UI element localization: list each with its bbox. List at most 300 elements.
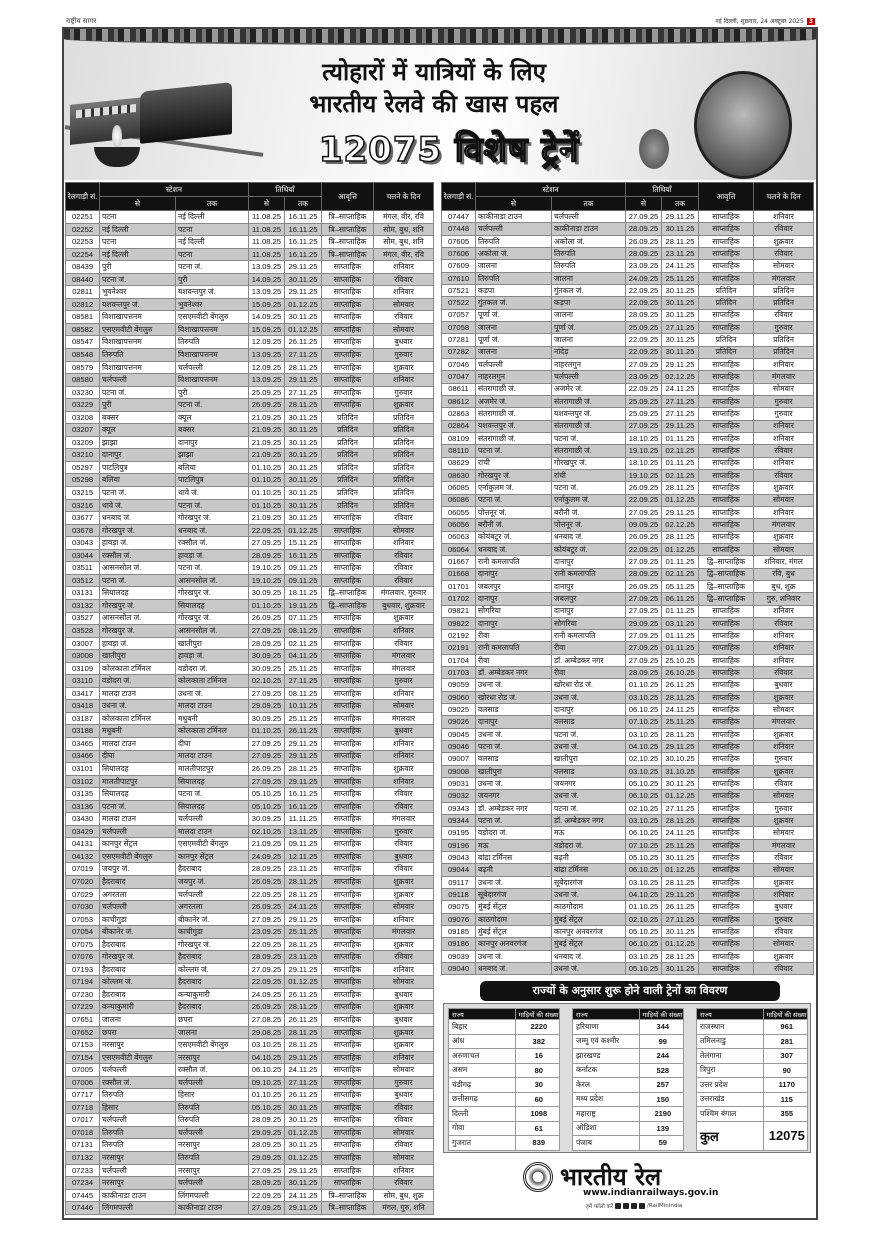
table-row	[442, 469, 814, 481]
table-row	[66, 537, 434, 550]
cell-start-date: 14.09.25	[249, 273, 285, 286]
cell-days: शुक्रवार	[374, 763, 434, 776]
cell-to-station: पटना जं.	[552, 802, 626, 814]
cell-days: शनिवार	[374, 625, 434, 638]
cell-days: गुरुवार	[374, 386, 434, 399]
header-days: चलने के दिन	[754, 183, 814, 211]
table-row	[442, 938, 814, 950]
cell-end-date: 24.11.25	[662, 260, 699, 272]
cell-start-date: 04.10.25	[626, 889, 662, 901]
cell-from-station: वलसाड	[476, 704, 552, 716]
cell-from-station: तिरुपति	[100, 1126, 176, 1139]
cell-days: शनिवार	[374, 750, 434, 763]
instagram-icon[interactable]	[639, 1203, 645, 1209]
header-station: स्टेशन	[476, 183, 626, 197]
cell-train-no: 09040	[442, 963, 476, 975]
cell-days: सोमवार	[754, 494, 814, 506]
cell-end-date: 23.11.25	[285, 863, 322, 876]
cell-train-no: 06063	[442, 531, 476, 543]
cell-to-station: धनबाद जं.	[176, 524, 249, 537]
train-count: 115	[763, 1092, 807, 1107]
cell-frequency: साप्ताहिक	[699, 543, 754, 555]
cell-frequency: साप्ताहिक	[322, 1114, 374, 1127]
cell-days: शनिवार	[374, 537, 434, 550]
state-row	[449, 1020, 560, 1035]
cell-train-no: 02253	[66, 236, 100, 249]
cell-frequency: साप्ताहिक	[322, 1001, 374, 1014]
state-row	[449, 1078, 560, 1093]
cell-from-station: बक्सर	[100, 411, 176, 424]
cell-end-date: 12.11.25	[285, 850, 322, 863]
cell-frequency: साप्ताहिक	[699, 371, 754, 383]
table-row	[442, 556, 814, 568]
cell-end-date: 30.11.25	[662, 926, 699, 938]
cell-days: प्रतिदिन	[754, 297, 814, 309]
table-row	[66, 838, 434, 851]
cell-from-station: दीघा	[100, 750, 176, 763]
cell-train-no: 06055	[442, 506, 476, 518]
table-row	[66, 687, 434, 700]
cell-days: प्रतिदिन	[374, 474, 434, 487]
cell-end-date: 30.11.25	[662, 852, 699, 864]
table-row	[442, 531, 814, 543]
cell-to-station: चर्लपल्ली	[176, 1076, 249, 1089]
cell-start-date: 03.10.25	[626, 950, 662, 962]
cell-frequency: साप्ताहिक	[699, 223, 754, 235]
train-count: 961	[763, 1020, 807, 1035]
train-count: 60	[515, 1092, 559, 1107]
cell-end-date: 09.11.25	[285, 574, 322, 587]
cell-start-date: 23.09.25	[249, 926, 285, 939]
cell-end-date: 25.11.25	[662, 839, 699, 851]
cell-days: सोमवार	[374, 976, 434, 989]
cell-start-date: 27.09.25	[626, 605, 662, 617]
cell-days: गुरुवार	[374, 349, 434, 362]
right-table-body	[442, 211, 814, 975]
cell-start-date: 07.10.25	[626, 839, 662, 851]
table-row	[66, 361, 434, 374]
cell-frequency: साप्ताहिक	[699, 260, 754, 272]
cell-end-date: 01.11.25	[662, 432, 699, 444]
cell-to-station: काचीगुडा	[176, 926, 249, 939]
cell-frequency: साप्ताहिक	[322, 913, 374, 926]
flame-icon	[112, 125, 122, 147]
cell-start-date: 27.09.25	[626, 556, 662, 568]
cell-end-date: 28.11.25	[285, 938, 322, 951]
cell-days: गुरुवार	[754, 395, 814, 407]
cell-to-station: पटना	[176, 223, 249, 236]
cell-to-station: खातीपुरा	[176, 637, 249, 650]
state-name: अरुणाचल	[449, 1049, 516, 1064]
cell-to-station: कन्याकुमारी	[176, 988, 249, 1001]
cell-train-no: 07282	[442, 346, 476, 358]
cell-from-station: अजमेर जं.	[476, 395, 552, 407]
cell-end-date: 29.11.25	[285, 775, 322, 788]
cell-frequency: साप्ताहिक	[322, 574, 374, 587]
cell-train-no: 09025	[442, 704, 476, 716]
cell-to-station: सूबेदारगंज	[552, 876, 626, 888]
header-train-no: रेलगाड़ी सं.	[66, 183, 100, 211]
cell-from-station: जयनगर	[476, 790, 552, 802]
table-row	[442, 321, 814, 333]
cell-frequency: साप्ताहिक	[322, 712, 374, 725]
total-count: 12075	[763, 1121, 807, 1150]
cell-end-date: 29.11.25	[285, 750, 322, 763]
page-number: 3	[808, 17, 813, 25]
cell-end-date: 28.11.25	[285, 361, 322, 374]
cell-train-no: 09196	[442, 839, 476, 851]
cell-days: मंगलवार, गुरुवार	[374, 587, 434, 600]
cell-train-no: 09007	[442, 753, 476, 765]
cell-from-station: तिरुपति	[476, 272, 552, 284]
table-row	[442, 889, 814, 901]
table-row	[66, 311, 434, 324]
train-count: 1098	[515, 1107, 559, 1122]
cell-start-date: 22.09.25	[626, 494, 662, 506]
cell-from-station: उधना जं.	[476, 778, 552, 790]
cell-end-date: 01.12.25	[662, 494, 699, 506]
cell-days: प्रतिदिन	[374, 424, 434, 437]
cell-days: प्रतिदिन	[754, 284, 814, 296]
table-row	[66, 813, 434, 826]
cell-to-station: चर्लपल्ली	[176, 1126, 249, 1139]
cell-days: शनिवार	[754, 457, 814, 469]
cell-end-date: 30.11.25	[285, 311, 322, 324]
cell-end-date: 23.11.25	[662, 247, 699, 259]
cell-frequency: साप्ताहिक	[322, 637, 374, 650]
cell-to-station: गोरखपुर जं.	[176, 612, 249, 625]
train-icon	[70, 87, 230, 147]
table-row	[442, 617, 814, 629]
cell-frequency: साप्ताहिक	[322, 537, 374, 550]
x-icon[interactable]	[623, 1203, 629, 1209]
cell-days: रविवार	[374, 951, 434, 964]
cell-train-no: 03101	[66, 763, 100, 776]
cell-days: प्रतिदिन	[754, 346, 814, 358]
cell-end-date: 29.11.25	[285, 737, 322, 750]
state-name: तमिलनाडु	[697, 1034, 764, 1049]
header-station-to: तक	[176, 197, 249, 211]
cell-frequency: साप्ताहिक	[699, 469, 754, 481]
cell-start-date: 28.09.25	[626, 309, 662, 321]
table-row	[442, 272, 814, 284]
cell-frequency: साप्ताहिक	[322, 725, 374, 738]
cell-train-no: 03136	[66, 800, 100, 813]
cell-end-date: 28.11.25	[285, 399, 322, 412]
cell-to-station: हैदराबाद	[176, 1001, 249, 1014]
table-row	[66, 662, 434, 675]
table-row	[442, 901, 814, 913]
cell-frequency: साप्ताहिक	[322, 650, 374, 663]
cell-from-station: पटना जं.	[476, 815, 552, 827]
table-row	[66, 763, 434, 776]
cell-days: सोमवार	[754, 790, 814, 802]
cell-days: रविवार	[754, 309, 814, 321]
table-row	[442, 728, 814, 740]
state-row	[573, 1107, 684, 1122]
table-row	[66, 524, 434, 537]
cell-from-station: यशवन्तपुर जं.	[476, 420, 552, 432]
cell-frequency: साप्ताहिक	[699, 531, 754, 543]
state-name: उत्तर प्रदेश	[697, 1078, 764, 1093]
cell-start-date: 01.10.25	[249, 474, 285, 487]
state-name: बिहार	[449, 1020, 516, 1035]
cell-to-station: आसनसोल जं.	[176, 625, 249, 638]
cell-end-date: 30.11.25	[285, 1101, 322, 1114]
col-count: गाड़ियों की संख्या	[763, 1009, 807, 1020]
table-row	[442, 543, 814, 555]
state-name: ओडिशा	[573, 1121, 640, 1136]
cell-train-no: 08440	[66, 273, 100, 286]
cell-frequency: साप्ताहिक	[699, 963, 754, 975]
table-row	[442, 395, 814, 407]
cell-to-station: उधना जं.	[552, 691, 626, 703]
cell-days: रविवार	[754, 223, 814, 235]
cell-train-no: 01667	[442, 556, 476, 568]
table-row	[66, 474, 434, 487]
cell-from-station: तिरुपति	[100, 349, 176, 362]
cell-from-station: एर्नाकुलम जं.	[476, 482, 552, 494]
cell-end-date: 27.11.25	[662, 408, 699, 420]
cell-days: मंगलवार	[374, 662, 434, 675]
cell-train-no: 08629	[442, 457, 476, 469]
cell-from-station: पोत्तनूर जं.	[476, 506, 552, 518]
cell-start-date: 21.09.25	[249, 411, 285, 424]
cell-start-date: 13.09.25	[249, 349, 285, 362]
cell-end-date: 28.11.25	[285, 1039, 322, 1052]
cell-to-station: नांदेड़	[552, 346, 626, 358]
cell-end-date: 08.11.25	[285, 687, 322, 700]
table-row	[66, 1139, 434, 1152]
cell-to-station: नरसापुर	[176, 1164, 249, 1177]
table-row	[442, 605, 814, 617]
cell-to-station: दीघा	[176, 737, 249, 750]
cell-train-no: 09060	[442, 691, 476, 703]
cell-from-station: धनबाद जं.	[476, 543, 552, 555]
cell-frequency: साप्ताहिक	[322, 349, 374, 362]
table-row	[66, 951, 434, 964]
cell-to-station: वडोदरा जं.	[176, 662, 249, 675]
header-dates: तिथियाँ	[249, 183, 322, 197]
table-row	[66, 261, 434, 274]
cell-end-date: 28.11.25	[285, 763, 322, 776]
cell-train-no: 03678	[66, 524, 100, 537]
cell-start-date: 25.09.25	[249, 386, 285, 399]
cell-days: शुक्रवार	[754, 531, 814, 543]
cell-to-station: बरौनी जं.	[552, 506, 626, 518]
state-row	[697, 1049, 808, 1064]
cell-train-no: 08547	[66, 336, 100, 349]
train-count: 344	[639, 1020, 683, 1035]
cell-end-date: 30.11.25	[285, 1139, 322, 1152]
cell-days: मंगलवार	[374, 926, 434, 939]
cell-end-date: 28.11.25	[662, 950, 699, 962]
cell-to-station: सियालदह	[176, 599, 249, 612]
youtube-icon[interactable]	[631, 1203, 637, 1209]
state-name: जम्मू एवं कश्मीर	[573, 1034, 640, 1049]
facebook-icon[interactable]	[615, 1203, 621, 1209]
cell-end-date: 25.11.25	[285, 662, 322, 675]
cell-end-date: 25.11.25	[662, 716, 699, 728]
cell-from-station: कन्याकुमारी	[100, 1001, 176, 1014]
table-row	[66, 775, 434, 788]
headline-line-1: त्योहारों में यात्रियों के लिए	[322, 58, 546, 86]
cell-end-date: 27.11.25	[285, 349, 322, 362]
cell-start-date: 13.09.25	[249, 286, 285, 299]
cell-train-no: 07153	[66, 1039, 100, 1052]
cell-to-station: चर्लपल्ली	[552, 211, 626, 223]
cell-days: मंगलवार	[754, 519, 814, 531]
table-row	[66, 549, 434, 562]
cell-frequency: साप्ताहिक	[322, 524, 374, 537]
cell-start-date: 21.09.25	[249, 436, 285, 449]
cell-train-no: 03135	[66, 788, 100, 801]
cell-frequency: साप्ताहिक	[322, 562, 374, 575]
cell-start-date: 06.10.25	[626, 827, 662, 839]
cell-from-station: गोरखपुर जं.	[100, 524, 176, 537]
cell-to-station: हावड़ा जं.	[176, 549, 249, 562]
cell-start-date: 28.09.25	[249, 549, 285, 562]
cell-train-no: 09186	[442, 938, 476, 950]
cell-days: रविवार	[374, 838, 434, 851]
cell-frequency: साप्ताहिक	[322, 374, 374, 387]
cell-train-no: 04131	[66, 838, 100, 851]
cell-days: बुधवार, शुक्रवार	[374, 599, 434, 612]
cell-days: शनिवार	[374, 737, 434, 750]
table-row	[66, 650, 434, 663]
cell-to-station: सियालदह	[176, 775, 249, 788]
headline-line-2: भारतीय रेलवे की खास पहल	[309, 90, 559, 118]
cell-days: प्रतिदिन	[374, 411, 434, 424]
table-row	[442, 211, 814, 223]
cell-frequency: साप्ताहिक	[699, 235, 754, 247]
cell-to-station: गुंतकल जं.	[552, 284, 626, 296]
cell-train-no: 07046	[442, 358, 476, 370]
cell-from-station: कड़पा	[476, 284, 552, 296]
cell-train-no: 07605	[442, 235, 476, 247]
cell-train-no: 07610	[442, 272, 476, 284]
cell-from-station: काकीनाडा टाउन	[476, 211, 552, 223]
header-train-no: रेलगाड़ी सं.	[442, 183, 476, 211]
cell-frequency: साप्ताहिक	[699, 926, 754, 938]
cell-days: बुधवार	[374, 725, 434, 738]
table-row	[442, 346, 814, 358]
cell-end-date: 30.11.25	[285, 436, 322, 449]
cell-end-date: 30.10.25	[662, 753, 699, 765]
cell-end-date: 30.11.25	[285, 512, 322, 525]
cell-end-date: 29.11.25	[662, 889, 699, 901]
cell-days: बुधवार	[374, 988, 434, 1001]
cell-train-no: 07019	[66, 863, 100, 876]
cell-end-date: 08.11.25	[285, 625, 322, 638]
cell-from-station: एसएमवीटी बेंगलुरु	[100, 323, 176, 336]
cell-from-station: कोलकाता टर्मिनल	[100, 662, 176, 675]
cell-end-date: 26.11.25	[662, 679, 699, 691]
cell-train-no: 02251	[66, 211, 100, 224]
cell-train-no: 03131	[66, 587, 100, 600]
cell-from-station: थावे जं.	[100, 499, 176, 512]
state-name: त्रिपुरा	[697, 1063, 764, 1078]
cell-frequency: साप्ताहिक	[322, 813, 374, 826]
cell-start-date: 30.09.25	[249, 813, 285, 826]
train-count: 80	[515, 1063, 559, 1078]
cell-frequency: साप्ताहिक	[699, 839, 754, 851]
table-row	[66, 286, 434, 299]
cell-end-date: 30.11.25	[662, 297, 699, 309]
cell-to-station: रक्सौल जं.	[176, 537, 249, 550]
table-row	[66, 399, 434, 412]
cell-from-station: संतरागाछी जं.	[476, 432, 552, 444]
cell-frequency: साप्ताहिक	[322, 737, 374, 750]
cell-end-date: 27.11.25	[662, 913, 699, 925]
state-row	[697, 1034, 808, 1049]
cell-days: बुधवार	[374, 336, 434, 349]
website-link[interactable]: www.indianrailways.gov.in	[583, 1188, 719, 1198]
cell-from-station: नई दिल्ली	[100, 248, 176, 261]
cell-frequency: साप्ताहिक	[322, 976, 374, 989]
cell-to-station: वलसाड	[552, 765, 626, 777]
cell-frequency: द्वि–साप्ताहिक	[699, 580, 754, 592]
cell-end-date: 28.11.25	[285, 1026, 322, 1039]
cell-from-station: झाझा	[100, 436, 176, 449]
cell-to-station: थावे जं.	[176, 487, 249, 500]
cell-from-station: मधुबनी	[100, 725, 176, 738]
cell-to-station: छपरा	[176, 1014, 249, 1027]
cell-from-station: हैदराबाद	[100, 988, 176, 1001]
cell-start-date: 27.09.25	[626, 420, 662, 432]
social-handle: /RailMinIndia	[647, 1203, 683, 1209]
cell-to-station: उधना जं.	[552, 741, 626, 753]
table-row	[66, 850, 434, 863]
cell-days: गुरुवार	[754, 408, 814, 420]
cell-frequency: साप्ताहिक	[322, 1164, 374, 1177]
table-row	[66, 625, 434, 638]
cell-days: सोमवार	[754, 864, 814, 876]
cell-from-station: मुंबई सेंट्रल	[476, 901, 552, 913]
cell-end-date: 07.11.25	[285, 612, 322, 625]
cell-frequency: साप्ताहिक	[322, 399, 374, 412]
cell-frequency: साप्ताहिक	[322, 311, 374, 324]
state-row	[697, 1092, 808, 1107]
cell-to-station: बक्सर	[176, 424, 249, 437]
cell-start-date: 27.09.25	[249, 537, 285, 550]
cell-days: शुक्रवार	[754, 235, 814, 247]
cell-start-date: 02.10.25	[249, 825, 285, 838]
cell-start-date: 30.09.25	[249, 587, 285, 600]
cell-from-station: कानपुर अनवरगंज	[476, 938, 552, 950]
cell-end-date: 02.11.25	[285, 637, 322, 650]
cell-days: रविवार	[754, 247, 814, 259]
cell-frequency: साप्ताहिक	[322, 700, 374, 713]
cell-from-station: वडोदरा जं.	[100, 675, 176, 688]
cell-from-station: सियालदह	[100, 587, 176, 600]
cell-end-date: 01.12.25	[285, 1126, 322, 1139]
cell-days: शुक्रवार	[374, 938, 434, 951]
cell-to-station: वडोदरा जं.	[552, 839, 626, 851]
cell-frequency: साप्ताहिक	[322, 788, 374, 801]
cell-start-date: 06.10.25	[626, 938, 662, 950]
cell-to-station: कड़पा	[552, 297, 626, 309]
cell-days: शुक्रवार	[754, 815, 814, 827]
cell-from-station: चर्लपल्ली	[476, 358, 552, 370]
table-row	[442, 358, 814, 370]
banner	[64, 29, 816, 180]
cell-end-date: 01.11.25	[662, 605, 699, 617]
cell-days: शनिवार	[754, 630, 814, 642]
cell-train-no: 08548	[66, 349, 100, 362]
cell-to-station: तिरुपति	[552, 260, 626, 272]
cell-days: गुरुवार	[374, 1076, 434, 1089]
